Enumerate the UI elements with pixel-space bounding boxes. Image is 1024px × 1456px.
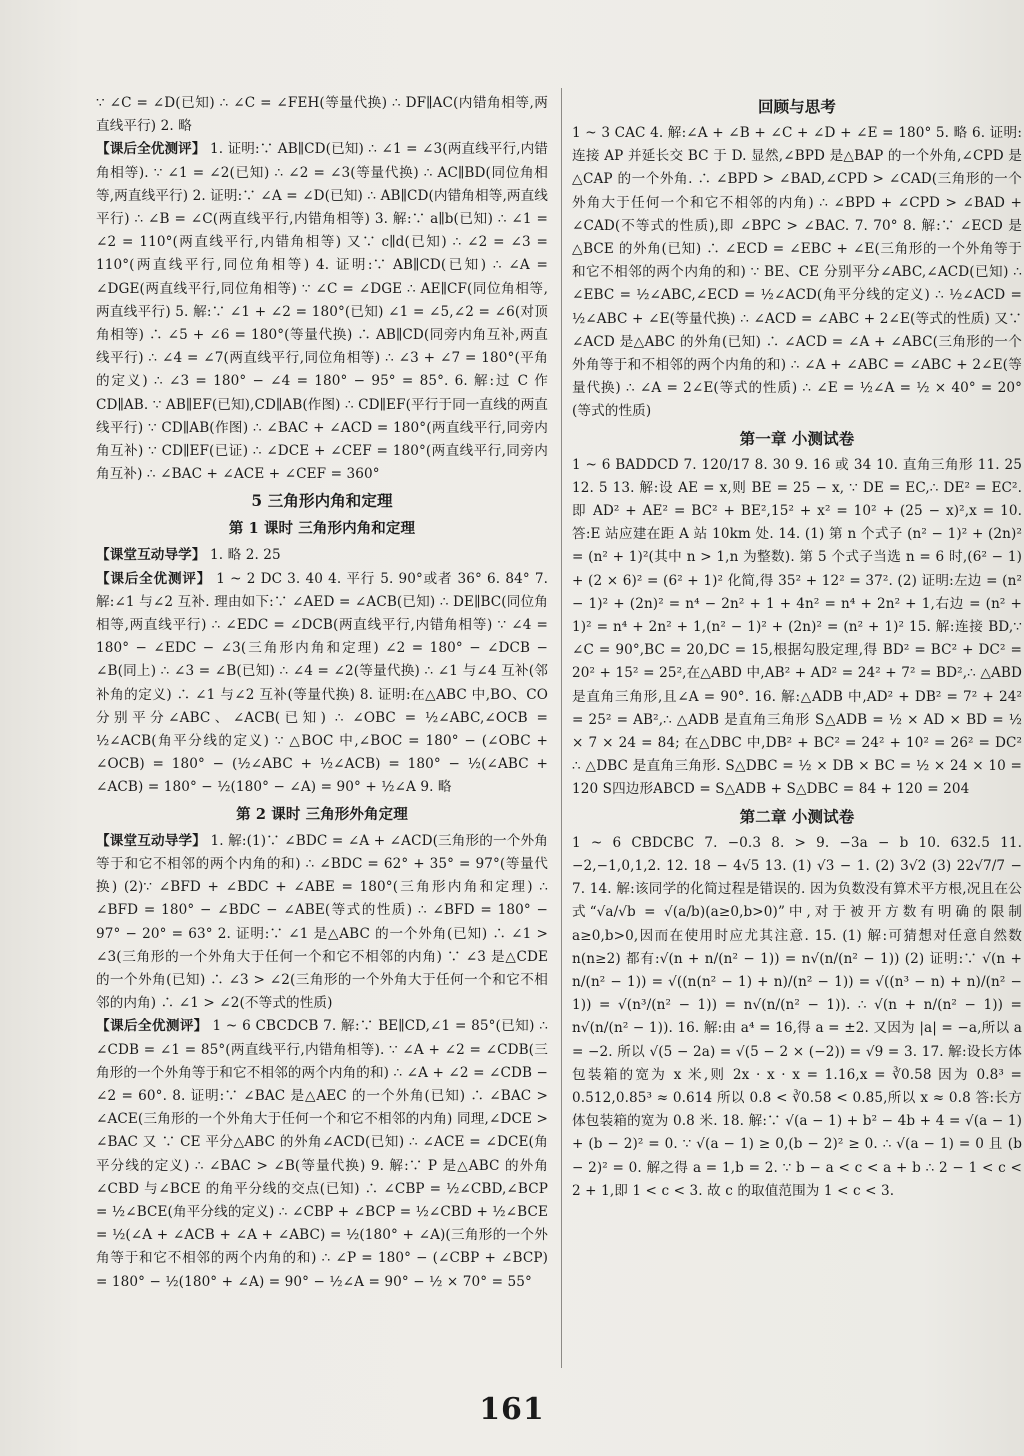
- section-tag: 【课后全优测评】: [96, 141, 206, 158]
- section-tag: 【课后全优测评】: [96, 570, 212, 587]
- answer-paragraph: 1 ~ 6 CBDCBC 7. −0.3 8. > 9. −3a − b 10. 632.5 11. −2,−1,0,1,2. 12. 18 − 4√5 13. (1) √3 − 1. (2) 3√2 (3) 22√7/7 − 7. 14. 解:该同学的化简过程是错误的. 因为负数没有算术平方根,况且在公式“√a/√b = √(a/b)(a≥0,b>0)”中,对于被开方数有明确的限制 a≥0,b>0,因而在使用时应尤其注意. 15. (1) 解:可猜想对任意自然数 n(n≥2) 都有:√(n + n/(n² − 1)) = n√(n/(n² − 1)) (2) 证明:∵ √(n + n/(n² − 1)) = √((n(n² − 1) + n)/(n² − 1)) = √((n³ − n) + n)/(n² − 1)) = √(n³/(n² − 1)) = n√(n/(n² − 1)). ∴ √(n + n/(n² − 1)) = n√(n/(n² − 1)). 16. 解:由 a⁴ = 16,得 a = ±2. 又因为 |a| = −a,所以 a = −2. 所以 √(5 − 2a) = √(5 − 2 × (−2)) = √9 = 3. 17. 解:设长方体包装箱的宽为 x 米,则 2x · x · x = 1.16,x = ∛0.58 因为 0.8³ = 0.512,0.85³ ≈ 0.614 所以 0.8 < ∛0.58 < 0.85,所以 x ≈ 0.8 答:长方体包装箱的宽为 0.8 米. 18. 解:∵ √(a − 1) + b² − 4b + 4 = √(a − 1) + (b − 2)² = 0. ∵ √(a − 1) ≥ 0,(b − 2)² ≥ 0. ∴ √(a − 1) = 0 且 (b − 2)² = 0. 解之得 a = 1,b = 2. ∵ b − a < c < a + b ∴ 2 − 1 < c < 2 + 1,即 1 < c < 3. 故 c 的取值范围为 1 < c < 3.: [572, 834, 1022, 1199]
- section-heading: 第一章 小测试卷: [739, 428, 855, 448]
- column-divider: [561, 88, 562, 1368]
- answer-paragraph: 1 ~ 3 CAC 4. 解:∠A + ∠B + ∠C + ∠D + ∠E = 180° 5. 略 6. 证明:连接 AP 并延长交 BC 于 D. 显然,∠BPD 是△BAP 的一个外角,∠CPD 是△CAP 的一个外角. ∴ ∠BPD > ∠BAD,∠CPD > ∠CAD(三角形的一个外角大于任何一个和它不相邻的内角) ∴ ∠BPD + ∠CPD > ∠BAD + ∠CAD(不等式的性质),即 ∠BPC > ∠BAC. 7. 70° 8. 解:∵ ∠ECD 是△BCE 的外角(已知) ∴ ∠ECD = ∠EBC + ∠E(三角形的一个外角等于和它不相邻的两个内角的和) ∵ BE、CE 分别平分∠ABC,∠ACD(已知) ∴ ∠EBC = ½∠ABC,∠ECD = ½∠ACD(角平分线的定义) ∴ ½∠ACD = ½∠ABC + ∠E(等量代换) ∴ ∠ACD = ∠ABC + 2∠E(等式的性质) 又∵ ∠ACD 是△ABC 的外角(已知) ∴ ∠ACD = ∠A + ∠ABC(三角形的一个外角等于和不相邻的两个内角的和) ∴ ∠A + ∠ABC = ∠ABC + 2∠E(等量代换) ∴ ∠A = 2∠E(等式的性质) ∴ ∠E = ½∠A = ½ × 40° = 20°(等式的性质): [572, 125, 1022, 420]
- answer-text: 1. 解:(1)∵ ∠BDC = ∠A + ∠ACD(三角形的一个外角等于和它不相邻的两个内角的和) ∴ ∠BDC = 62° + 35° = 97°(等量代换) (2)∵ ∠BFD + ∠BDC + ∠ABE = 180°(三角形内角和定理) ∴ ∠BFD = 180° − ∠BDC − ∠ABE(等式的性质) ∴ ∠BFD = 180° − 97° − 20° = 63° 2. 证明:∵ ∠1 是△ABC 的一个外角(已知) ∴ ∠1 > ∠3(三角形的一个外角大于任何一个和它不相邻的内角) ∵ ∠3 是△CDE 的一个外角(已知) ∴ ∠3 > ∠2(三角形的一个外角大于任何一个和它不相邻的内角) ∴ ∠1 > ∠2(不等式的性质): [96, 832, 548, 1012]
- answer-paragraph: 1 ~ 6 BADDCD 7. 120/17 8. 30 9. 16 或 34 10. 直角三角形 11. 25 12. 5 13. 解:设 AE = x,则 BE = 25 − x, ∵ DE = EC,∴ DE² = EC². 即 AD² + AE² = BC² + BE²,15² + x² = 10² + (25 − x)²,x = 10. 答:E 站应建在距 A 站 10km 处. 14. (1) 第 n 个式子 (n² − 1)² + (2n)² = (n² + 1)²(其中 n > 1,n 为整数). 第 5 个式子当选 n = 6 时,(6² − 1) + (2 × 6)² = (6² + 1)² 化简,得 35² + 12² = 37². (2) 证明:左边 = (n² − 1)² + (2n)² = n⁴ − 2n² + 1 + 4n² = n⁴ + 2n² + 1,右边 = (n² + 1)² = n⁴ + 2n² + 1,(n² − 1)² + (2n)² = (n² + 1)² 15. 解:连接 BD,∵ ∠C = 90°,BC = 20,DC = 15,根据勾股定理,得 BD² = BC² + DC² = 20² + 15² = 25²,在△ABD 中,AB² + AD² = 24² + 7² = BD²,∴ △ABD 是直角三角形,且∠A = 90°. 16. 解:△ADB 中,AD² + DB² = 7² + 24² = 25² = AB²,∴ △ADB 是直角三角形 S△ADB = ½ × AD × BD = ½ × 7 × 24 = 84; 在△DBC 中,DB² + BC² = 24² + 10² = 26² = DC² ∴ △DBC 是直角三角形. S△DBC = ½ × DB × BC = ½ × 24 × 10 = 120 S四边形ABCD = S△ADB + S△DBC = 84 + 120 = 204: [572, 456, 1022, 798]
- answer-block: [96, 568, 548, 800]
- answer-block: [96, 544, 548, 567]
- left-column: [96, 92, 548, 1294]
- section-heading: 5 三角形内角和定理: [251, 491, 393, 511]
- answer-block: [96, 1015, 548, 1293]
- answer-block: [96, 138, 548, 486]
- answer-text: 1. 证明:∵ AB∥CD(已知) ∴ ∠1 = ∠3(两直线平行,内错角相等). ∵ ∠1 = ∠2(已知) ∴ ∠2 = ∠3(等量代换) ∴ AC∥BD(同位角相等,两直线平行) 2. 证明:∵ ∠A = ∠D(已知) ∴ AB∥CD(内错角相等,两直线平行) ∴ ∠B = ∠C(两直线平行,内错角相等) 3. 解:∵ a∥b(已知) ∴ ∠1 = ∠2 = 110°(两直线平行,内错角相等) 又∵ c∥d(已知) ∴ ∠2 = ∠3 = 110°(两直线平行,同位角相等) 4. 证明:∵ AB∥CD(已知) ∴ ∠A = ∠DGE(两直线平行,同位角相等) ∵ ∠C = ∠DGE ∴ AE∥CF(同位角相等,两直线平行) 5. 解:∵ ∠1 + ∠2 = 180°(已知) ∠1 = ∠5,∠2 = ∠6(对顶角相等) ∴ ∠5 + ∠6 = 180°(等量代换) ∴ AB∥CD(同旁内角互补,两直线平行) ∴ ∠4 = ∠7(两直线平行,同位角相等) ∴ ∠3 + ∠7 = 180°(平角的定义) ∴ ∠3 = 180° − ∠4 = 180° − 95° = 85°. 6. 解:过 C 作 CD∥AB. ∵ AB∥EF(已知),CD∥AB(作图) ∴ CD∥EF(平行于同一直线的两直线平行) ∵ CD∥AB(作图) ∴ ∠BAC + ∠ACD = 180°(两直线平行,同旁内角互补) ∵ CD∥EF(已证) ∴ ∠DCE + ∠CEF = 180°(两直线平行,同旁内角互补) ∴ ∠BAC + ∠ACE + ∠CEF = 360°: [96, 141, 549, 483]
- answer-text: 1. 略 2. 25: [209, 547, 281, 564]
- lesson-heading: 第 1 课时 三角形内角和定理: [228, 520, 416, 538]
- section-heading: 回顾与思考: [757, 97, 836, 116]
- page-number: 161: [479, 1392, 545, 1427]
- lesson-heading: 第 2 课时 三角形外角定理: [236, 805, 408, 823]
- section-heading: 第二章 小测试卷: [739, 806, 855, 826]
- section-tag: 【课堂互动导学】: [96, 547, 206, 564]
- answer-block: [96, 830, 548, 1016]
- answer-paragraph: ∵ ∠C = ∠D(已知) ∴ ∠C = ∠FEH(等量代换) ∴ DF∥AC(内错角相等,两直线平行) 2. 略: [96, 95, 548, 135]
- answer-text: 1 ~ 6 CBCDCB 7. 解:∵ BE∥CD,∠1 = 85°(已知) ∴ ∠CDB = ∠1 = 85°(两直线平行,内错角相等). ∵ ∠A + ∠2 = ∠CDB(三角形的一个外角等于和它不相邻的两个内角的和) ∴ ∠A + ∠2 = ∠CDB − ∠2 = 60°. 8. 证明:∵ ∠BAC 是△AEC 的一个外角(已知) ∴ ∠BAC > ∠ACE(三角形的一个外角大于任何一个和它不相邻的内角) 同理,∠DCE > ∠BAC 又 ∵ CE 平分△ABC 的外角∠ACD(已知) ∴ ∠ACE = ∠DCE(角平分线的定义) ∴ ∠BAC > ∠B(等量代换) 9. 解:∵ P 是△ABC 的外角∠CBD 与∠BCE 的角平分线的交点(已知) ∴ ∠CBP = ½∠CBD,∠BCP = ½∠BCE(角平分线的定义) ∴ ∠CBP + ∠BCP = ½∠CBD + ½∠BCE = ½(∠A + ∠ACB + ∠A + ∠ABC) = ½(180° + ∠A)(三角形的一个外角等于和它不相邻的两个内角的和) ∴ ∠P = 180° − (∠CBP + ∠BCP) = 180° − ½(180° + ∠A) = 90° − ½∠A = 90° − ½ × 70° = 55°: [96, 1018, 548, 1290]
- answer-text: 1 ~ 2 DC 3. 40 4. 平行 5. 90°或者 36° 6. 84° 7. 解:∠1 与∠2 互补. 理由如下:∵ ∠AED = ∠ACB(已知) ∴ DE∥BC(同位角相等,两直线平行) ∴ ∠EDC = ∠DCB(两直线平行,内错角相等) ∵ ∠4 = 180° − ∠EDC − ∠3(三角形内角和定理) ∠2 = 180° − ∠DCB − ∠B(同上) ∴ ∠3 = ∠B(已知) ∴ ∠4 = ∠2(等量代换) ∴ ∠1 与∠4 互补(邻补角的定义) ∴ ∠1 与∠2 互补(等量代换) 8. 证明:在△ABC 中,BO、CO 分别平分∠ABC、∠ACB(已知) ∴ ∠OBC = ½∠ABC,∠OCB = ½∠ACB(角平分线的定义) ∵ △BOC 中,∠BOC = 180° − (∠OBC + ∠OCB) = 180° − (½∠ABC + ½∠ACB) = 180° − ½(∠ABC + ∠ACB) = 180° − ½(180° − ∠A) = 90° + ½∠A 9. 略: [96, 570, 548, 796]
- section-tag: 【课后全优测评】: [96, 1018, 208, 1035]
- right-column: [572, 92, 1022, 1203]
- section-tag: 【课堂互动导学】: [96, 832, 207, 849]
